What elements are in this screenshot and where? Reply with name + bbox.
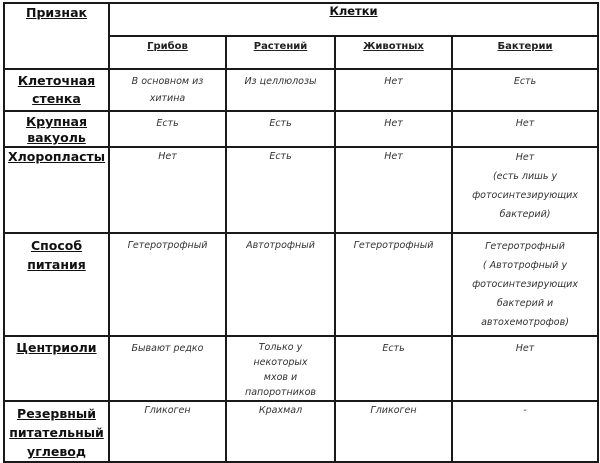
feature-cell: Центриоли xyxy=(4,336,109,401)
value-cell: Автотрофный xyxy=(226,233,335,336)
value-cell: Есть xyxy=(335,336,452,401)
value-cell: Нет xyxy=(335,147,452,233)
value-cell: В основном из хитина xyxy=(109,69,226,111)
value-cell: Нет (есть лишь у фотосинтезирующих бактерий) xyxy=(452,147,598,233)
column-header-animals: Животных xyxy=(335,36,452,69)
table-row-centrioles xyxy=(4,336,598,401)
column-header-fungi: Грибов xyxy=(109,36,226,69)
column-header-bacteria: Бактерии xyxy=(452,36,598,69)
feature-cell: Клеточная стенка xyxy=(4,69,109,111)
value-cell: Бывают редко xyxy=(109,336,226,401)
value-cell: Гликоген xyxy=(109,401,226,462)
value-cell: Есть xyxy=(226,111,335,147)
feature-cell: Способ питания xyxy=(4,233,109,336)
value-cell: Только у некоторых мхов и папоротников xyxy=(226,336,335,401)
value-cell: Из целлюлозы xyxy=(226,69,335,111)
feature-cell: Резервный питательный углевод xyxy=(4,401,109,462)
value-cell: Есть xyxy=(109,111,226,147)
column-header-plants: Растений xyxy=(226,36,335,69)
table-row-reserve-carbohydrate xyxy=(4,401,598,462)
value-cell: Нет xyxy=(335,69,452,111)
value-cell: - xyxy=(452,401,598,462)
cell-comparison-table xyxy=(3,2,599,463)
value-cell: Гетеротрофный xyxy=(109,233,226,336)
value-cell: Гетеротрофный ( Автотрофный у фотосинтезирующих бактерий и автохемотрофов) xyxy=(452,233,598,336)
table-row-nutrition xyxy=(4,233,598,336)
value-cell: Нет xyxy=(109,147,226,233)
table-row-chloroplasts xyxy=(4,147,598,233)
table-row-cell-wall xyxy=(4,69,598,111)
value-cell: Нет xyxy=(335,111,452,147)
value-cell: Есть xyxy=(452,69,598,111)
value-cell: Есть xyxy=(226,147,335,233)
value-cell: Гетеротрофный xyxy=(335,233,452,336)
feature-cell: Крупная вакуоль xyxy=(4,111,109,147)
value-cell: Крахмал xyxy=(226,401,335,462)
value-cell: Нет xyxy=(452,336,598,401)
value-cell: Нет xyxy=(452,111,598,147)
table-row-vacuole xyxy=(4,111,598,147)
feature-header: Признак xyxy=(4,3,109,69)
cells-group-header: Клетки xyxy=(109,3,598,36)
feature-cell: Хлоропласты xyxy=(4,147,109,233)
value-cell: Гликоген xyxy=(335,401,452,462)
